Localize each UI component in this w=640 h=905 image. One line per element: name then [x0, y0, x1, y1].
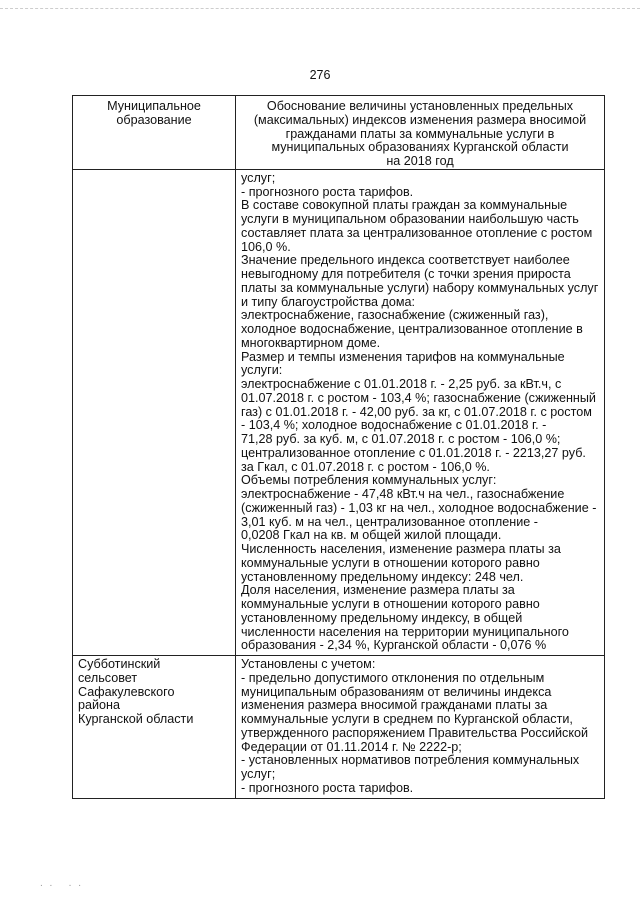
table-row — [73, 169, 605, 655]
text-line: (максимальных) индексов изменения размера вносимой — [253, 112, 587, 127]
text-line: невыгодному для потребителя (с точки зрения прироста — [241, 267, 571, 281]
text-line: - прогнозного роста тарифов. — [241, 780, 414, 795]
text-line: В составе совокупной платы граждан за коммунальные — [241, 198, 568, 213]
text-line: электроснабжение - 47,48 кВт.ч на чел., газоснабжение — [241, 487, 565, 501]
text-line: - установленных нормативов потребления коммунальных — [241, 753, 580, 768]
text-line: на 2018 год — [386, 154, 454, 168]
text-line: (сжиженный газ) - 1,03 кг на чел., холодное водоснабжение - — [241, 500, 597, 515]
text-line: района — [78, 698, 121, 713]
text-line: Федерации от 01.11.2014 г. № 2222-р; — [241, 739, 462, 754]
text-line: и типу благоустройства дома: — [241, 294, 416, 309]
scan-dots: . . . . — [40, 878, 84, 889]
text-line: Значение предельного индекса соответствует наиболее — [241, 253, 570, 268]
municipality-cell — [73, 656, 236, 799]
text-line: Сафакулевского — [78, 684, 175, 699]
text-line: - прогнозного роста тарифов. — [241, 184, 414, 199]
tariff-table — [72, 95, 605, 799]
text-line: многоквартирном доме. — [241, 335, 381, 350]
scan-edge-artifact — [0, 8, 640, 11]
text-line: холодное водоснабжение, централизованное отопление в — [241, 322, 583, 336]
text-line: Доля населения, изменение размера платы за — [241, 583, 515, 598]
table-header-row — [73, 96, 605, 170]
text-line: электроснабжение, газоснабжение (сжиженный газ), — [241, 308, 549, 323]
text-line: платы за коммунальные услуги) набору коммунальных услуг — [241, 280, 599, 295]
text-line: Муниципальное — [107, 99, 201, 113]
text-line: Объемы потребления коммунальных услуг: — [241, 473, 497, 488]
text-line: газ) с 01.01.2018 г. - 42,00 руб. за кг, с 01.07.2018 г. с ростом — [241, 404, 592, 419]
text-line: Численность населения, изменение размера платы за — [241, 542, 561, 556]
header-justification — [236, 96, 605, 170]
text-line: численности населения на территории муниципального — [241, 624, 569, 639]
text-line: муниципальным образованиям от величины индекса — [241, 684, 552, 699]
text-line: изменения размера вносимой гражданами платы за — [241, 698, 548, 713]
text-line: образования - 2,34 %, Курганской области - 0,076 % — [241, 638, 547, 653]
text-line: услуг; — [241, 170, 276, 185]
text-line: централизованное отопление с 01.01.2018 г. - 2213,27 руб. — [241, 445, 586, 460]
text-line: муниципальных образованиях Курганской области — [271, 140, 569, 155]
text-line: Курганской области — [78, 712, 194, 726]
text-line: составляет плата за централизованное отопление с ростом — [241, 225, 593, 240]
justification-cell — [236, 656, 605, 799]
text-line: образование — [116, 112, 192, 127]
header-municipality — [73, 96, 236, 170]
text-line: установленному предельному индексу: 248 чел. — [241, 569, 524, 584]
text-line: 106,0 %. — [241, 239, 291, 254]
text-line: за Гкал, с 01.07.2018 г. с ростом - 106,0 %. — [241, 459, 490, 474]
text-line: Обоснование величины установленных предельных — [266, 99, 574, 113]
text-line: услуги: — [241, 363, 283, 378]
text-line: гражданами платы за коммунальные услуги в — [285, 126, 555, 141]
table-row — [73, 656, 605, 799]
text-line: - предельно допустимого отклонения по отдельным — [241, 670, 545, 685]
text-line: 01.07.2018 г. с ростом - 103,4 %; газоснабжение (сжиженный — [241, 390, 596, 405]
text-line: услуги в муниципальном образовании наибольшую часть — [241, 212, 579, 226]
text-line: сельсовет — [78, 670, 138, 685]
municipality-cell — [73, 169, 236, 655]
text-line: Размер и темпы изменения тарифов на коммунальные — [241, 349, 565, 364]
text-line: электроснабжение с 01.01.2018 г. - 2,25 руб. за кВт.ч, с — [241, 377, 562, 391]
text-line: Установлены с учетом: — [241, 657, 376, 671]
text-line: коммунальные услуги в среднем по Курганской области, — [241, 712, 573, 726]
text-line: коммунальные услуги в отношении которого равно — [241, 597, 540, 611]
text-line: - 103,4 %; холодное водоснабжение с 01.01.2018 г. - — [241, 418, 547, 433]
text-line: услуг; — [241, 767, 276, 781]
text-line: утвержденного распоряжением Правительства Российской — [241, 725, 589, 740]
text-line: 3,01 куб. м на чел., централизованное отопление - — [241, 514, 538, 529]
text-line: Субботинский — [78, 657, 161, 671]
justification-cell — [236, 169, 605, 655]
text-line: 0,0208 Гкал на кв. м общей жилой площади. — [241, 528, 502, 543]
page-number: 276 — [309, 68, 331, 82]
text-line: коммунальные услуги в отношении которого равно — [241, 555, 540, 570]
text-line: 71,28 руб. за куб. м, с 01.07.2018 г. с ростом - 106,0 %; — [241, 432, 561, 446]
text-line: установленному предельному индексу, в общей — [241, 610, 523, 625]
